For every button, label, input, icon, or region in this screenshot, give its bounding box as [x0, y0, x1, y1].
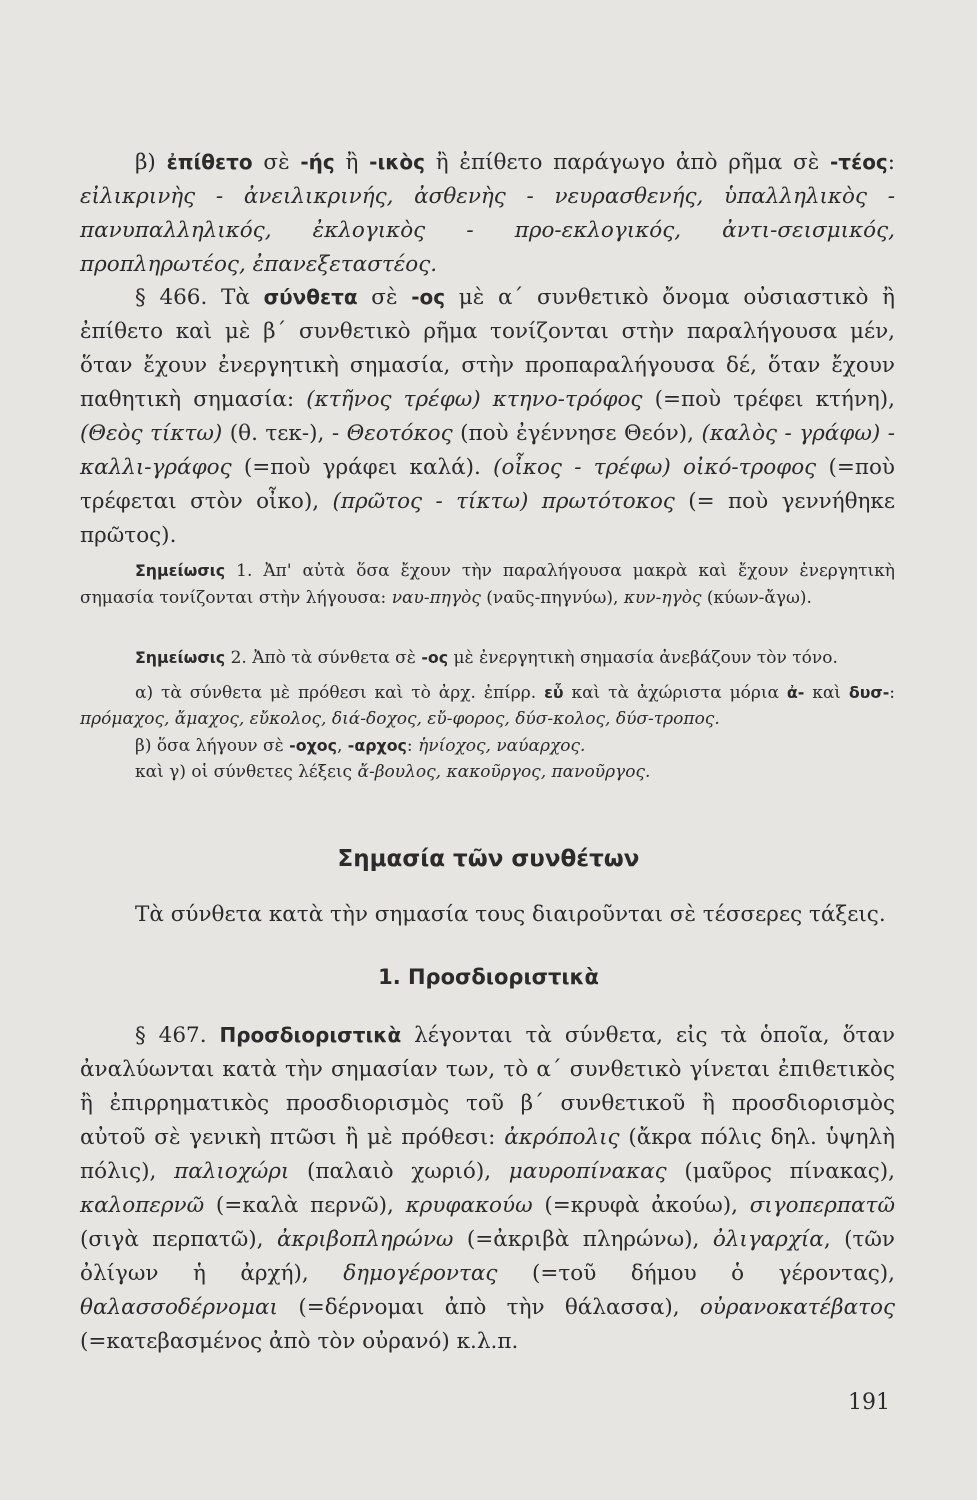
text-run: μὲ ἐνεργητικὴ σημασία ἀνεβάζουν τὸν τόνο. — [448, 648, 838, 668]
text-run: καλοπερνῶ — [80, 1193, 205, 1218]
text-run: -ος — [421, 648, 449, 667]
section-467 — [80, 1018, 895, 1359]
text-run: Τὰ σύνθετα κατὰ τὴν σημασία τους διαιροῦνται σὲ τέσσερες τάξεις. — [135, 902, 886, 927]
text-run: (= ποὺ γεννήθηκε πρῶτος). — [80, 489, 895, 548]
text-run: καὶ — [804, 682, 849, 703]
text-run: Προσδιοριστικὰ — [219, 1023, 402, 1047]
text-run: ἡνίοχος, ναύαρχος. — [418, 735, 586, 756]
text-run: , — [336, 735, 348, 756]
text-run: 1. Ἀπ' αὐτὰ ὅσα ἔχουν τὴν παραλήγουσα μακρὰ καὶ ἔχουν ἐνεργητικὴ σημασία τονίζονται στὴν λήγουσα: — [80, 561, 895, 608]
text-run: -ικὸς — [369, 150, 426, 174]
text-run: ἀκρόπολις — [504, 1125, 620, 1150]
text-run: εὖ — [544, 682, 564, 702]
note-1 — [80, 558, 895, 611]
text-run: (καλὸς - γράφω) - καλλι-γράφος — [80, 421, 896, 480]
text-run: (=κατεβασμένος ἀπὸ τὸν οὐρανό) κ.λ.π. — [80, 1329, 519, 1354]
text-run: Θεοτόκος — [346, 421, 453, 446]
text-run: ἢ — [334, 150, 370, 175]
text-run: -ος — [411, 285, 446, 309]
text-run: ὀλιγαρχία — [712, 1227, 824, 1252]
text-run: (οἶκος - τρέφω) οἰκό-τροφος — [493, 455, 817, 480]
text-run: (παλαιὸ χωριό), — [289, 1159, 509, 1184]
text-run: (πρῶτος - τίκτω) πρωτότοκος — [332, 489, 675, 514]
note-2-text — [80, 645, 895, 672]
text-run: Σημείωσις — [135, 561, 226, 580]
text-run: ἢ ἐπίθετο παράγωγο ἀπὸ ρῆμα σὲ — [425, 150, 831, 175]
section-466-text — [80, 280, 895, 553]
text-run: σύνθετα — [263, 285, 358, 309]
text-run: ἀ- — [786, 682, 805, 702]
text-run: : — [887, 150, 896, 175]
text-run: σὲ — [252, 150, 301, 175]
text-run: -ής — [300, 150, 335, 174]
text-run: οὐρανοκατέβατος — [699, 1295, 895, 1320]
text-run: εἰλικρινὴς - ἀνειλικρινής, ἀσθενὴς - νευρασθενής, ὑπαλληλικὸς - πανυπαλληλικός, ἐκλογικὸς - προ-εκλογικός, ἀντι-σεισμικός, προπληρωτέος, ἐπανεξεταστέος. — [80, 184, 895, 277]
text-run: (=ποὺ γράφει καλά). — [231, 455, 494, 480]
text-run: λέγονται τὰ σύνθετα, εἰς τὰ ὁποῖα, ὅταν ἀναλύωνται κατὰ τὴν σημασίαν των, τὸ α΄ συνθετικὸ γίνεται ἐπιθετικὸς ἢ ἐπιρρηματικὸς προσδιορισμὸς τοῦ β΄ συνθετικοῦ ἢ προσδιορισμὸς αὐτοῦ σὲ γενικὴ πτῶσι ἢ μὲ πρόθεσι: — [80, 1023, 895, 1150]
text-run: δυσ- — [848, 682, 890, 702]
text-run: -οχος — [289, 735, 337, 755]
text-run: β) ὅσα λήγουν σὲ — [135, 735, 290, 756]
note-2 — [80, 645, 895, 786]
section-467-text — [80, 1018, 895, 1359]
text-run: (κύων-ἄγω). — [701, 587, 812, 608]
text-run: (ἄκρα πόλις δηλ. ὑψηλὴ πόλις), — [80, 1125, 895, 1184]
text-run: (κτῆνος τρέφω) κτηνο-τρόφος — [306, 387, 643, 412]
text-run: § 466. Τὰ — [135, 285, 264, 310]
text-run: μαυροπίνακας — [508, 1159, 667, 1184]
text-run: , (τῶν ὀλίγων ἡ ἀρχή), — [80, 1227, 895, 1286]
text-run: κρυφακούω — [405, 1193, 533, 1218]
text-run: α) τὰ σύνθετα μὲ πρόθεσι καὶ τὸ ἀρχ. ἐπίρρ. — [135, 682, 545, 703]
paragraph-beta-text — [80, 145, 895, 282]
text-run: (=ποὺ τρέφεται στὸν οἶκο), — [80, 455, 895, 514]
paragraph-beta — [80, 145, 895, 282]
text-run: (=δέρνομαι ἀπὸ τὴν θάλασσα), — [277, 1295, 700, 1320]
text-run: ἐπίθετο — [166, 150, 253, 174]
text-run: (Θεὸς τίκτω) — [80, 421, 223, 446]
heading-meaning-of-compounds: Σημασία τῶν συνθέτων — [337, 846, 640, 872]
note-2-item-c — [80, 759, 895, 786]
text-run: β) — [135, 150, 167, 175]
note-2-item-b — [80, 733, 895, 760]
text-run: δημογέροντας — [343, 1261, 498, 1286]
paragraph-four-classes-text — [80, 898, 895, 932]
text-run: κυν-ηγὸς — [623, 587, 702, 608]
text-run: σιγοπερπατῶ — [749, 1193, 895, 1218]
text-run: (=τοῦ δήμου ὁ γέροντας), — [497, 1261, 895, 1286]
text-run: σὲ — [357, 285, 412, 310]
text-run: -τέος — [830, 150, 888, 174]
text-run: § 467. — [135, 1023, 220, 1048]
page-number: 191 — [848, 1390, 890, 1415]
text-run: μὲ α΄ συνθετικὸ ὄνομα οὐσιαστικὸ ἢ ἐπίθετο καὶ μὲ β΄ συνθετικὸ ρῆμα τονίζονται στὴν παραλήγουσα μέν, ὅταν ἔχουν ἐνεργητικὴ σημασία, στὴν προπαραλήγουσα δέ, ὅταν ἔχουν παθητικὴ σημασία: — [80, 285, 895, 412]
text-run: (θ. τεκ-), - — [222, 421, 347, 446]
heading-determinative: 1. Προσδιοριστικὰ — [378, 965, 599, 989]
text-run: -αρχος — [347, 735, 407, 755]
section-466 — [80, 280, 895, 553]
text-run: ναυ-πηγὸς — [391, 587, 481, 608]
text-run: παλιοχώρι — [174, 1159, 290, 1184]
text-run: ἄ-βουλος, κακοῦργος, πανοῦργος. — [357, 762, 651, 782]
text-run: (=καλὰ περνῶ), — [204, 1193, 406, 1218]
note-1-text — [80, 558, 895, 611]
note-2-item-a — [80, 680, 895, 733]
text-run: πρόμαχος, ἄμαχος, εὔκολος, διά-δοχος, εὔ-φορος, δύσ-κολος, δύσ-τροπος. — [80, 709, 720, 729]
text-run: (μαῦρος πίνακας), — [666, 1159, 895, 1184]
text-run: θαλασσοδέρνομαι — [80, 1295, 278, 1320]
text-run: 2. Ἀπὸ τὰ σύνθετα σὲ — [225, 648, 422, 668]
text-run: (ποὺ ἐγέννησε Θεόν), — [452, 421, 702, 446]
text-run: καὶ γ) οἱ σύνθετες λέξεις — [135, 762, 358, 782]
text-run: καὶ τὰ ἀχώριστα μόρια — [563, 682, 787, 703]
text-run: : — [406, 735, 419, 756]
text-run: (σιγὰ περπατῶ), — [80, 1227, 277, 1252]
text-run: Σημείωσις — [135, 648, 226, 667]
text-run: (=ποὺ τρέφει κτήνη), — [642, 387, 895, 412]
paragraph-four-classes — [80, 898, 895, 932]
text-run: ἀκριβοπληρώνω — [276, 1227, 454, 1252]
text-run: : — [889, 682, 895, 703]
text-run: (ναῦς-πηγνύω), — [480, 587, 624, 608]
text-run: (=ἀκριβὰ πληρώνω), — [453, 1227, 713, 1252]
text-run: (=κρυφὰ ἀκούω), — [532, 1193, 750, 1218]
